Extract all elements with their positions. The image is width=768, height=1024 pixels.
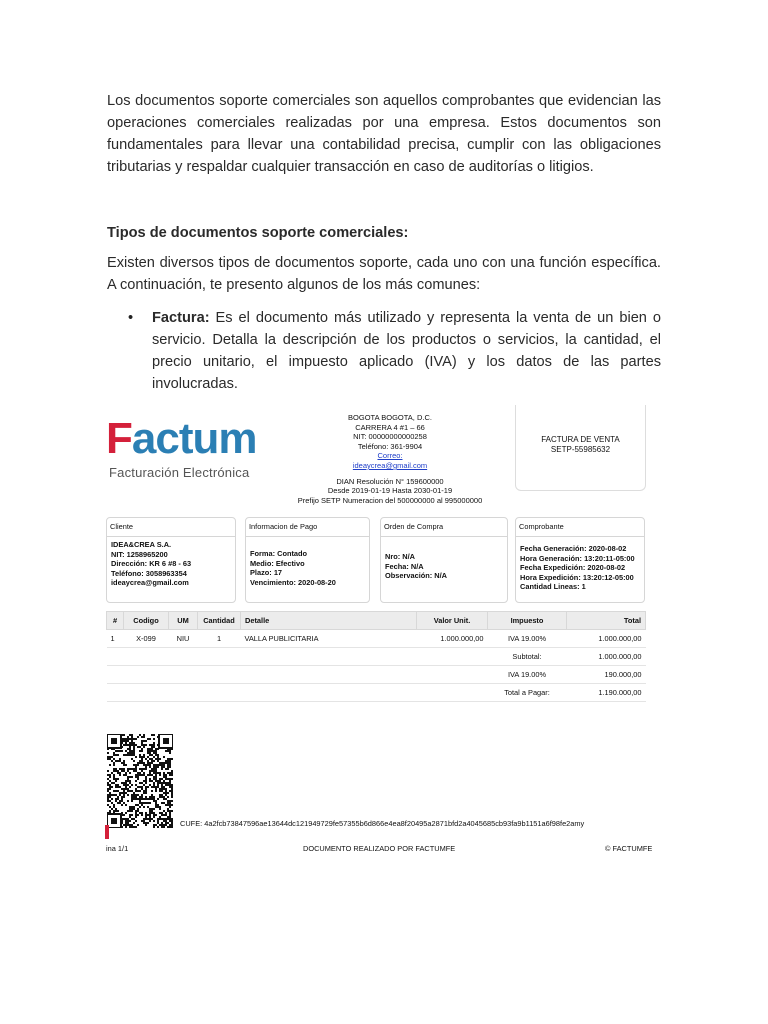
- cliente-box: Cliente IDEA&CREA S.A. NIT: 1258965200 Dirección: KR 6 #8 - 63 Teléfono: 3058963354 ideaycrea@gmail.com: [106, 517, 236, 603]
- company-info: BOGOTA BOGOTA, D.C. CARRERA 4 #1 – 66 NIT: 00000000000258 Teléfono: 361-9904 Correo: ideaycrea@gmail.com: [348, 413, 432, 470]
- footer-page: ina 1/1: [106, 844, 129, 853]
- dian-resolution: DIAN Resolución N° 159600000 Desde 2019-01-19 Hasta 2030-01-19 Prefijo SETP Numeracion del 500000000 al 995000000: [297, 477, 483, 505]
- footer-center: DOCUMENTO REALIZADO POR FACTUMFE: [303, 844, 456, 853]
- logo-subtitle: Facturación Electrónica: [109, 465, 250, 480]
- bullet-factura: [152, 307, 661, 395]
- email-label-link[interactable]: Correo:: [377, 451, 403, 461]
- orden-box: Orden de Compra Nro: N/A Fecha: N/A Observación: N/A: [380, 517, 508, 603]
- total-row: Total a Pagar: 1.190.000,00: [107, 684, 646, 702]
- table-header-row: # Codigo UM Cantidad Detalle Valor Unit. Impuesto Total: [107, 612, 646, 630]
- company-email-link[interactable]: ideaycrea@gmail.com: [352, 460, 428, 470]
- iva-row: IVA 19.00% 190.000,00: [107, 666, 646, 684]
- subtotal-row: Subtotal: 1.000.000,00: [107, 648, 646, 666]
- section-heading: Tipos de documentos soporte comerciales:: [107, 225, 409, 241]
- qr-code-icon: [107, 734, 173, 828]
- invoice-image: [105, 405, 655, 855]
- bullet-term: Factura:: [152, 310, 210, 326]
- items-table: [106, 611, 646, 702]
- table-row: 1 X-099 NIU 1 VALLA PUBLICITARIA 1.000.000,00 IVA 19.00% 1.000.000,00: [107, 630, 646, 648]
- invoice-number-box: FACTURA DE VENTA SETP-55985632: [515, 405, 646, 491]
- footer-right: © FACTUMFE: [605, 844, 653, 853]
- factum-logo: Factum: [106, 414, 257, 463]
- intro-paragraph: Los documentos soporte comerciales son aquellos comprobantes que evidencian las operaciones comerciales realizadas por una empresa. Estos documentos son fundamentales para llevar una contabilidad precisa, cumplir con las obligaciones tributarias y respaldar cualquier transacción en caso de auditorías o litigios.: [107, 93, 661, 175]
- comprobante-box: Comprobante Fecha Generación: 2020-08-02 Hora Generación: 13:20:11-05:00 Fecha Expedición: 2020-08-02 Hora Expedición: 13:20:12-05:00 Cantidad Lineas: 1: [515, 517, 645, 603]
- red-marker: [105, 825, 109, 839]
- types-paragraph: Existen diversos tipos de documentos soporte, cada uno con una función específica. A continuación, te presento algunos de los más comunes:: [107, 255, 661, 293]
- bullet-text: Es el documento más utilizado y representa la venta de un bien o servicio. Detalla la descripción de los productos o servicios, la cantidad, el precio unitario, el impuesto aplicado (IVA) y los datos de las partes involucradas.: [152, 310, 661, 392]
- bullet-mark: •: [128, 310, 134, 326]
- pago-box: Informacion de Pago Forma: Contado Medio: Efectivo Plazo: 17 Vencimiento: 2020-08-20: [245, 517, 370, 603]
- cufe-code: CUFE: 4a2fcb73847596ae13644dc121949729fe57355b6d866e4ea8f20495a2871bfd2a4045685cb93fa9b1151a6f98fe2amy: [180, 819, 585, 828]
